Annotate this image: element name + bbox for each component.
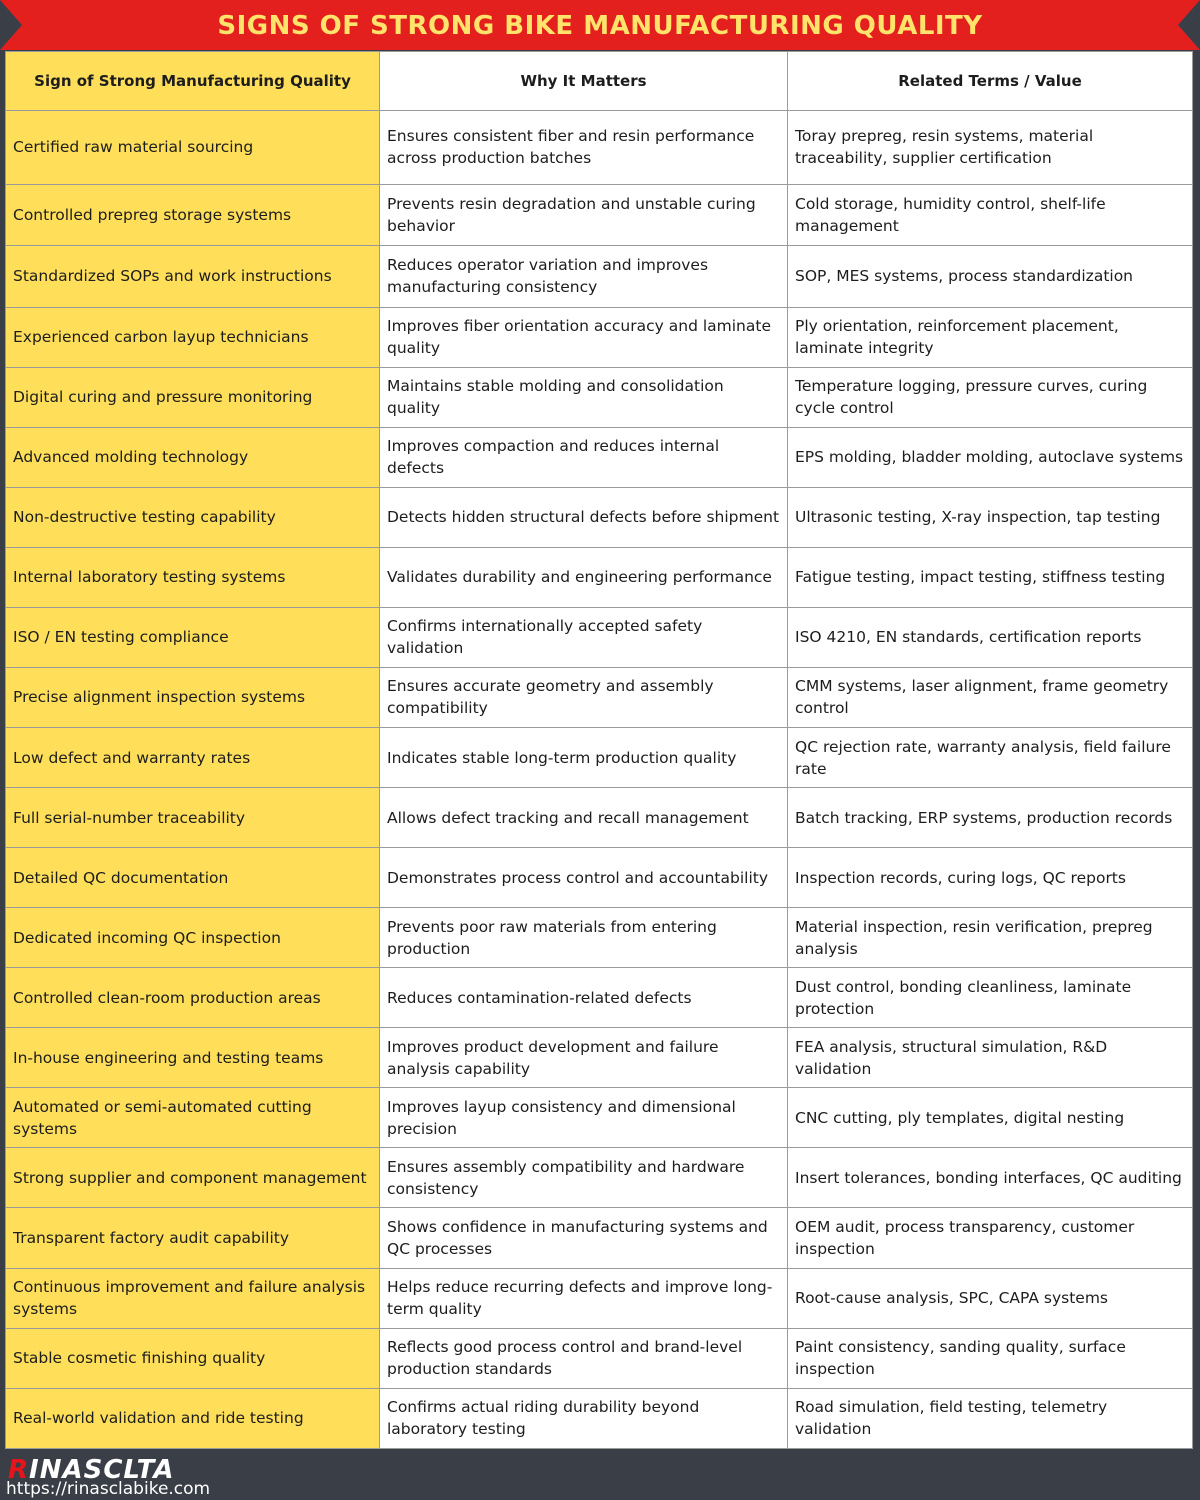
header-sign: Sign of Strong Manufacturing Quality <box>6 52 380 111</box>
title-banner <box>0 0 1200 50</box>
cell-sign: Continuous improvement and failure analysis systems <box>6 1268 380 1328</box>
cell-why: Indicates stable long-term production quality <box>380 727 788 787</box>
cell-related: OEM audit, process transparency, customer inspection <box>788 1208 1193 1268</box>
cell-related: Root-cause analysis, SPC, CAPA systems <box>788 1268 1193 1328</box>
table-row <box>6 667 1193 727</box>
table-header-row <box>6 52 1193 111</box>
cell-why: Reduces contamination-related defects <box>380 968 788 1028</box>
cell-sign: ISO / EN testing compliance <box>6 607 380 667</box>
logo-rest: INASCLTA <box>29 1455 175 1485</box>
cell-related: Inspection records, curing logs, QC reports <box>788 848 1193 908</box>
cell-sign: Strong supplier and component management <box>6 1148 380 1208</box>
website-url[interactable]: https://rinasclabike.com <box>6 1479 211 1499</box>
cell-sign: Digital curing and pressure monitoring <box>6 367 380 427</box>
cell-related: EPS molding, bladder molding, autoclave systems <box>788 427 1193 487</box>
cell-why: Improves product development and failure analysis capability <box>380 1028 788 1088</box>
table-body <box>6 111 1193 1449</box>
table-row <box>6 1088 1193 1148</box>
header-related: Related Terms / Value <box>788 52 1193 111</box>
table-row <box>6 1328 1193 1388</box>
cell-sign: Real-world validation and ride testing <box>6 1388 380 1448</box>
cell-why: Prevents poor raw materials from entering production <box>380 908 788 968</box>
footer <box>0 1450 1200 1500</box>
table-row <box>6 1388 1193 1448</box>
table-row <box>6 487 1193 547</box>
cell-why: Prevents resin degradation and unstable curing behavior <box>380 184 788 245</box>
cell-why: Reduces operator variation and improves manufacturing consistency <box>380 246 788 307</box>
cell-sign: Full serial-number traceability <box>6 788 380 848</box>
cell-why: Validates durability and engineering performance <box>380 547 788 607</box>
cell-why: Improves compaction and reduces internal defects <box>380 427 788 487</box>
cell-sign: Standardized SOPs and work instructions <box>6 246 380 307</box>
table-row <box>6 607 1193 667</box>
cell-why: Allows defect tracking and recall management <box>380 788 788 848</box>
cell-sign: In-house engineering and testing teams <box>6 1028 380 1088</box>
cell-why: Ensures assembly compatibility and hardware consistency <box>380 1148 788 1208</box>
table-row <box>6 184 1193 245</box>
cell-related: Fatigue testing, impact testing, stiffness testing <box>788 547 1193 607</box>
table-row <box>6 848 1193 908</box>
cell-related: QC rejection rate, warranty analysis, field failure rate <box>788 727 1193 787</box>
cell-sign: Automated or semi-automated cutting systems <box>6 1088 380 1148</box>
cell-sign: Controlled prepreg storage systems <box>6 184 380 245</box>
cell-sign: Dedicated incoming QC inspection <box>6 908 380 968</box>
cell-related: Paint consistency, sanding quality, surface inspection <box>788 1328 1193 1388</box>
cell-sign: Low defect and warranty rates <box>6 727 380 787</box>
cell-sign: Controlled clean-room production areas <box>6 968 380 1028</box>
cell-sign: Certified raw material sourcing <box>6 111 380 185</box>
table-row <box>6 1268 1193 1328</box>
cell-why: Confirms internationally accepted safety validation <box>380 607 788 667</box>
table-row <box>6 111 1193 185</box>
table-row <box>6 1208 1193 1268</box>
table-row <box>6 908 1193 968</box>
table-row <box>6 547 1193 607</box>
cell-sign: Experienced carbon layup technicians <box>6 307 380 367</box>
table-row <box>6 968 1193 1028</box>
cell-why: Demonstrates process control and accountability <box>380 848 788 908</box>
cell-sign: Precise alignment inspection systems <box>6 667 380 727</box>
table-row <box>6 1148 1193 1208</box>
cell-related: Temperature logging, pressure curves, curing cycle control <box>788 367 1193 427</box>
table-row <box>6 727 1193 787</box>
cell-related: Batch tracking, ERP systems, production records <box>788 788 1193 848</box>
cell-why: Detects hidden structural defects before shipment <box>380 487 788 547</box>
cell-why: Confirms actual riding durability beyond laboratory testing <box>380 1388 788 1448</box>
cell-sign: Transparent factory audit capability <box>6 1208 380 1268</box>
cell-why: Ensures consistent fiber and resin performance across production batches <box>380 111 788 185</box>
logo-first-letter: R <box>8 1455 30 1485</box>
cell-related: CNC cutting, ply templates, digital nesting <box>788 1088 1193 1148</box>
cell-related: FEA analysis, structural simulation, R&D validation <box>788 1028 1193 1088</box>
cell-sign: Advanced molding technology <box>6 427 380 487</box>
cell-related: ISO 4210, EN standards, certification reports <box>788 607 1193 667</box>
cell-related: SOP, MES systems, process standardization <box>788 246 1193 307</box>
cell-why: Reflects good process control and brand-level production standards <box>380 1328 788 1388</box>
cell-sign: Non-destructive testing capability <box>6 487 380 547</box>
table-row <box>6 427 1193 487</box>
cell-why: Maintains stable molding and consolidation quality <box>380 367 788 427</box>
cell-why: Helps reduce recurring defects and improve long-term quality <box>380 1268 788 1328</box>
cell-why: Improves fiber orientation accuracy and laminate quality <box>380 307 788 367</box>
cell-related: Ply orientation, reinforcement placement, laminate integrity <box>788 307 1193 367</box>
table-row <box>6 246 1193 307</box>
quality-table-container <box>5 51 1192 1449</box>
cell-related: Toray prepreg, resin systems, material traceability, supplier certification <box>788 111 1193 185</box>
table-row <box>6 788 1193 848</box>
cell-related: Road simulation, field testing, telemetry validation <box>788 1388 1193 1448</box>
table-row <box>6 1028 1193 1088</box>
table-row <box>6 307 1193 367</box>
cell-related: Material inspection, resin verification, prepreg analysis <box>788 908 1193 968</box>
page-title: SIGNS OF STRONG BIKE MANUFACTURING QUALITY <box>217 11 983 41</box>
cell-related: Dust control, bonding cleanliness, laminate protection <box>788 968 1193 1028</box>
cell-related: Cold storage, humidity control, shelf-life management <box>788 184 1193 245</box>
cell-related: Insert tolerances, bonding interfaces, QC auditing <box>788 1148 1193 1208</box>
cell-related: Ultrasonic testing, X-ray inspection, tap testing <box>788 487 1193 547</box>
cell-sign: Stable cosmetic finishing quality <box>6 1328 380 1388</box>
cell-why: Improves layup consistency and dimensional precision <box>380 1088 788 1148</box>
cell-sign: Detailed QC documentation <box>6 848 380 908</box>
cell-why: Ensures accurate geometry and assembly compatibility <box>380 667 788 727</box>
table-row <box>6 367 1193 427</box>
cell-related: CMM systems, laser alignment, frame geometry control <box>788 667 1193 727</box>
cell-sign: Internal laboratory testing systems <box>6 547 380 607</box>
quality-table <box>5 51 1193 1449</box>
cell-why: Shows confidence in manufacturing systems and QC processes <box>380 1208 788 1268</box>
header-why: Why It Matters <box>380 52 788 111</box>
